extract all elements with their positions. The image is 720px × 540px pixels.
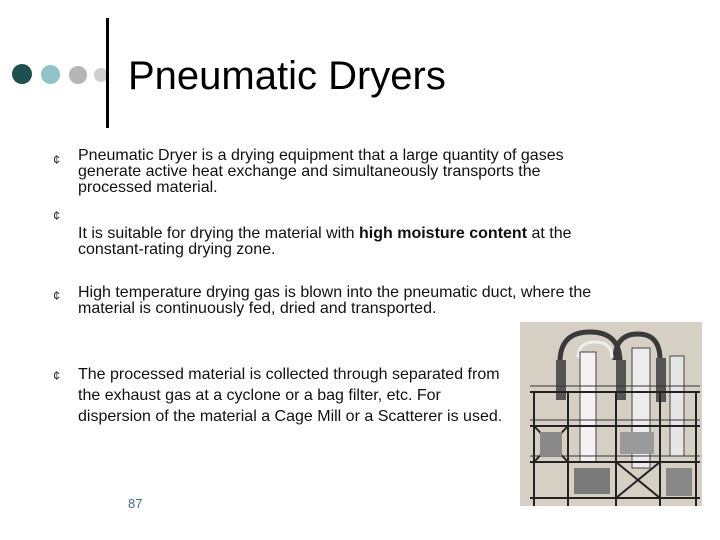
decorative-dots bbox=[8, 64, 104, 86]
bullet-marker: ¢ bbox=[53, 288, 61, 303]
dot-teal bbox=[41, 65, 60, 84]
bullet-text-2-pre: It is suitable for drying the material with bbox=[78, 225, 360, 242]
dryer-plant-photo bbox=[520, 322, 702, 506]
bullet-text-1: Pneumatic Dryer is a drying equipment that a large quantity of gases generate active heat exchange and simultaneously transports the processed material. bbox=[78, 147, 564, 196]
bullet-text-2-bold: high moisture content bbox=[359, 225, 528, 242]
page-number: 87 bbox=[128, 496, 143, 511]
dot-gray bbox=[69, 66, 87, 84]
bullet-text-2-post: at the constant-rating drying zone. bbox=[78, 225, 572, 258]
bullet-marker: ¢ bbox=[53, 208, 61, 223]
slide-title: Pneumatic Dryers bbox=[128, 54, 446, 98]
bullet-text-2 bbox=[78, 226, 598, 258]
dryer-plant-illustration bbox=[520, 322, 702, 506]
bullet-text-3: High temperature drying gas is blown into the pneumatic duct, where the material is continuously fed, dried and transported. bbox=[78, 284, 592, 317]
bullet-text-4: The processed material is collected through separated from the exhaust gas at a cyclone or a bag filter, etc. For dispersion of the material a Cage Mill or a Scatterer is used. bbox=[78, 366, 503, 425]
bullet-marker: ¢ bbox=[53, 368, 61, 383]
title-divider bbox=[106, 18, 109, 128]
bullet-marker: ¢ bbox=[53, 152, 61, 167]
dot-dark bbox=[12, 64, 32, 84]
